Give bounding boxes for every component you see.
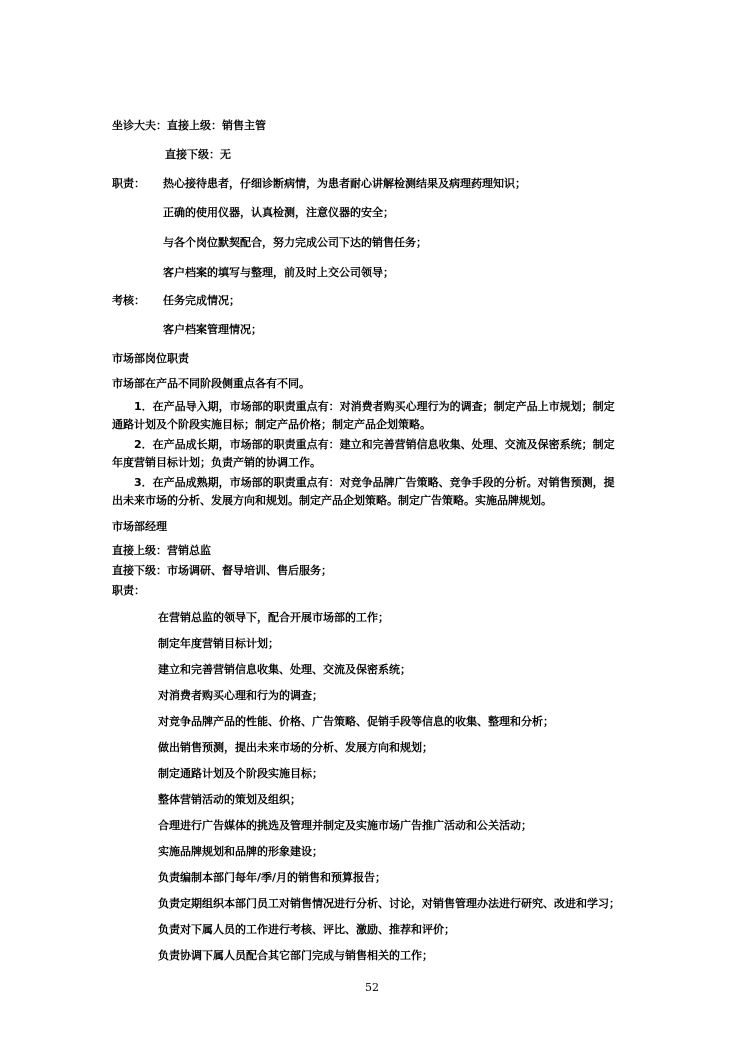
duty-item: 正确的使用仪器，认真检测，注意仪器的安全； [163, 206, 394, 219]
duty-item: 制定通路计划及个阶段实施目标； [158, 767, 323, 780]
duty-item: 热心接待患者，仔细诊断病情，为患者耐心讲解检测结果及病理药理知识； [163, 177, 526, 190]
duty-item: 整体营销活动的策划及组织； [158, 793, 301, 806]
section-heading: 市场部岗位职责 [112, 352, 189, 365]
stage-paragraph-line: 通路计划及个阶段实施目标；制定产品价格；制定产品企划策略。 [112, 418, 431, 431]
page-number: 52 [365, 981, 379, 994]
duty-item: 建立和完善营销信息收集、处理、交流及保密系统； [158, 663, 411, 676]
stage-paragraph-line: 年度营销目标计划；负责产销的协调工作。 [112, 456, 321, 469]
duty-item: 合理进行广告媒体的挑选及管理并制定及实施市场广告推广活动和公关活动； [158, 819, 532, 832]
subordinate-line: 直接下级：无 [165, 148, 231, 161]
duty-item: 负责对下属人员的工作进行考核、评比、激励、推荐和评价； [158, 923, 455, 936]
duties-label: 职责： [112, 177, 145, 190]
superior-line: 直接上级：营销总监 [112, 544, 211, 557]
duty-item: 做出销售预测，提出未来市场的分析、发展方向和规划； [158, 741, 433, 754]
section-intro: 市场部在产品不同阶段侧重点各有不同。 [112, 377, 310, 390]
duty-item: 负责定期组织本部门员工对销售情况进行分析、讨论，对销售管理办法进行研究、改进和学习； [158, 897, 620, 910]
stage-paragraph-line: 2．在产品成长期，市场部的职责重点有：建立和完善营销信息收集、处理、交流及保密系统；制定 [134, 438, 615, 451]
stage-paragraph-line: 出未来市场的分析、发展方向和规划。制定产品企划策略。制定广告策略。实施品牌规划。 [112, 494, 552, 507]
assessment-label: 考核： [112, 294, 145, 307]
duty-item: 客户档案的填写与整理，前及时上交公司领导； [163, 266, 394, 279]
duty-item: 与各个岗位默契配合，努力完成公司下达的销售任务； [163, 236, 427, 249]
stage-paragraph-line: 3．在产品成熟期，市场部的职责重点有：对竞争品牌广告策略、竞争手段的分析。对销售预测，提 [134, 476, 615, 489]
superior-line: 坐诊大夫：直接上级：销售主管 [112, 119, 266, 132]
duty-item: 负责协调下属人员配合其它部门完成与销售相关的工作； [158, 949, 433, 962]
stage-paragraph-line: 1．在产品导入期，市场部的职责重点有：对消费者购买心理行为的调查；制定产品上市规划；制定 [134, 400, 615, 413]
duty-item: 实施品牌规划和品牌的形象建设； [158, 845, 323, 858]
assessment-item: 任务完成情况； [163, 294, 240, 307]
subordinate-line: 直接下级：市场调研、督导培训、售后服务； [112, 564, 332, 577]
duty-item: 在营销总监的领导下，配合开展市场部的工作； [158, 611, 389, 624]
section-heading: 市场部经理 [112, 520, 167, 533]
duties-label: 职责： [112, 584, 145, 597]
assessment-item: 客户档案管理情况； [163, 323, 262, 336]
duty-item: 制定年度营销目标计划； [158, 637, 279, 650]
duty-item: 对消费者购买心理和行为的调查； [158, 689, 323, 702]
duty-item: 对竞争品牌产品的性能、价格、广告策略、促销手段等信息的收集、整理和分析； [158, 715, 554, 728]
duty-item: 负责编制本部门每年/季/月的销售和预算报告； [158, 871, 387, 884]
